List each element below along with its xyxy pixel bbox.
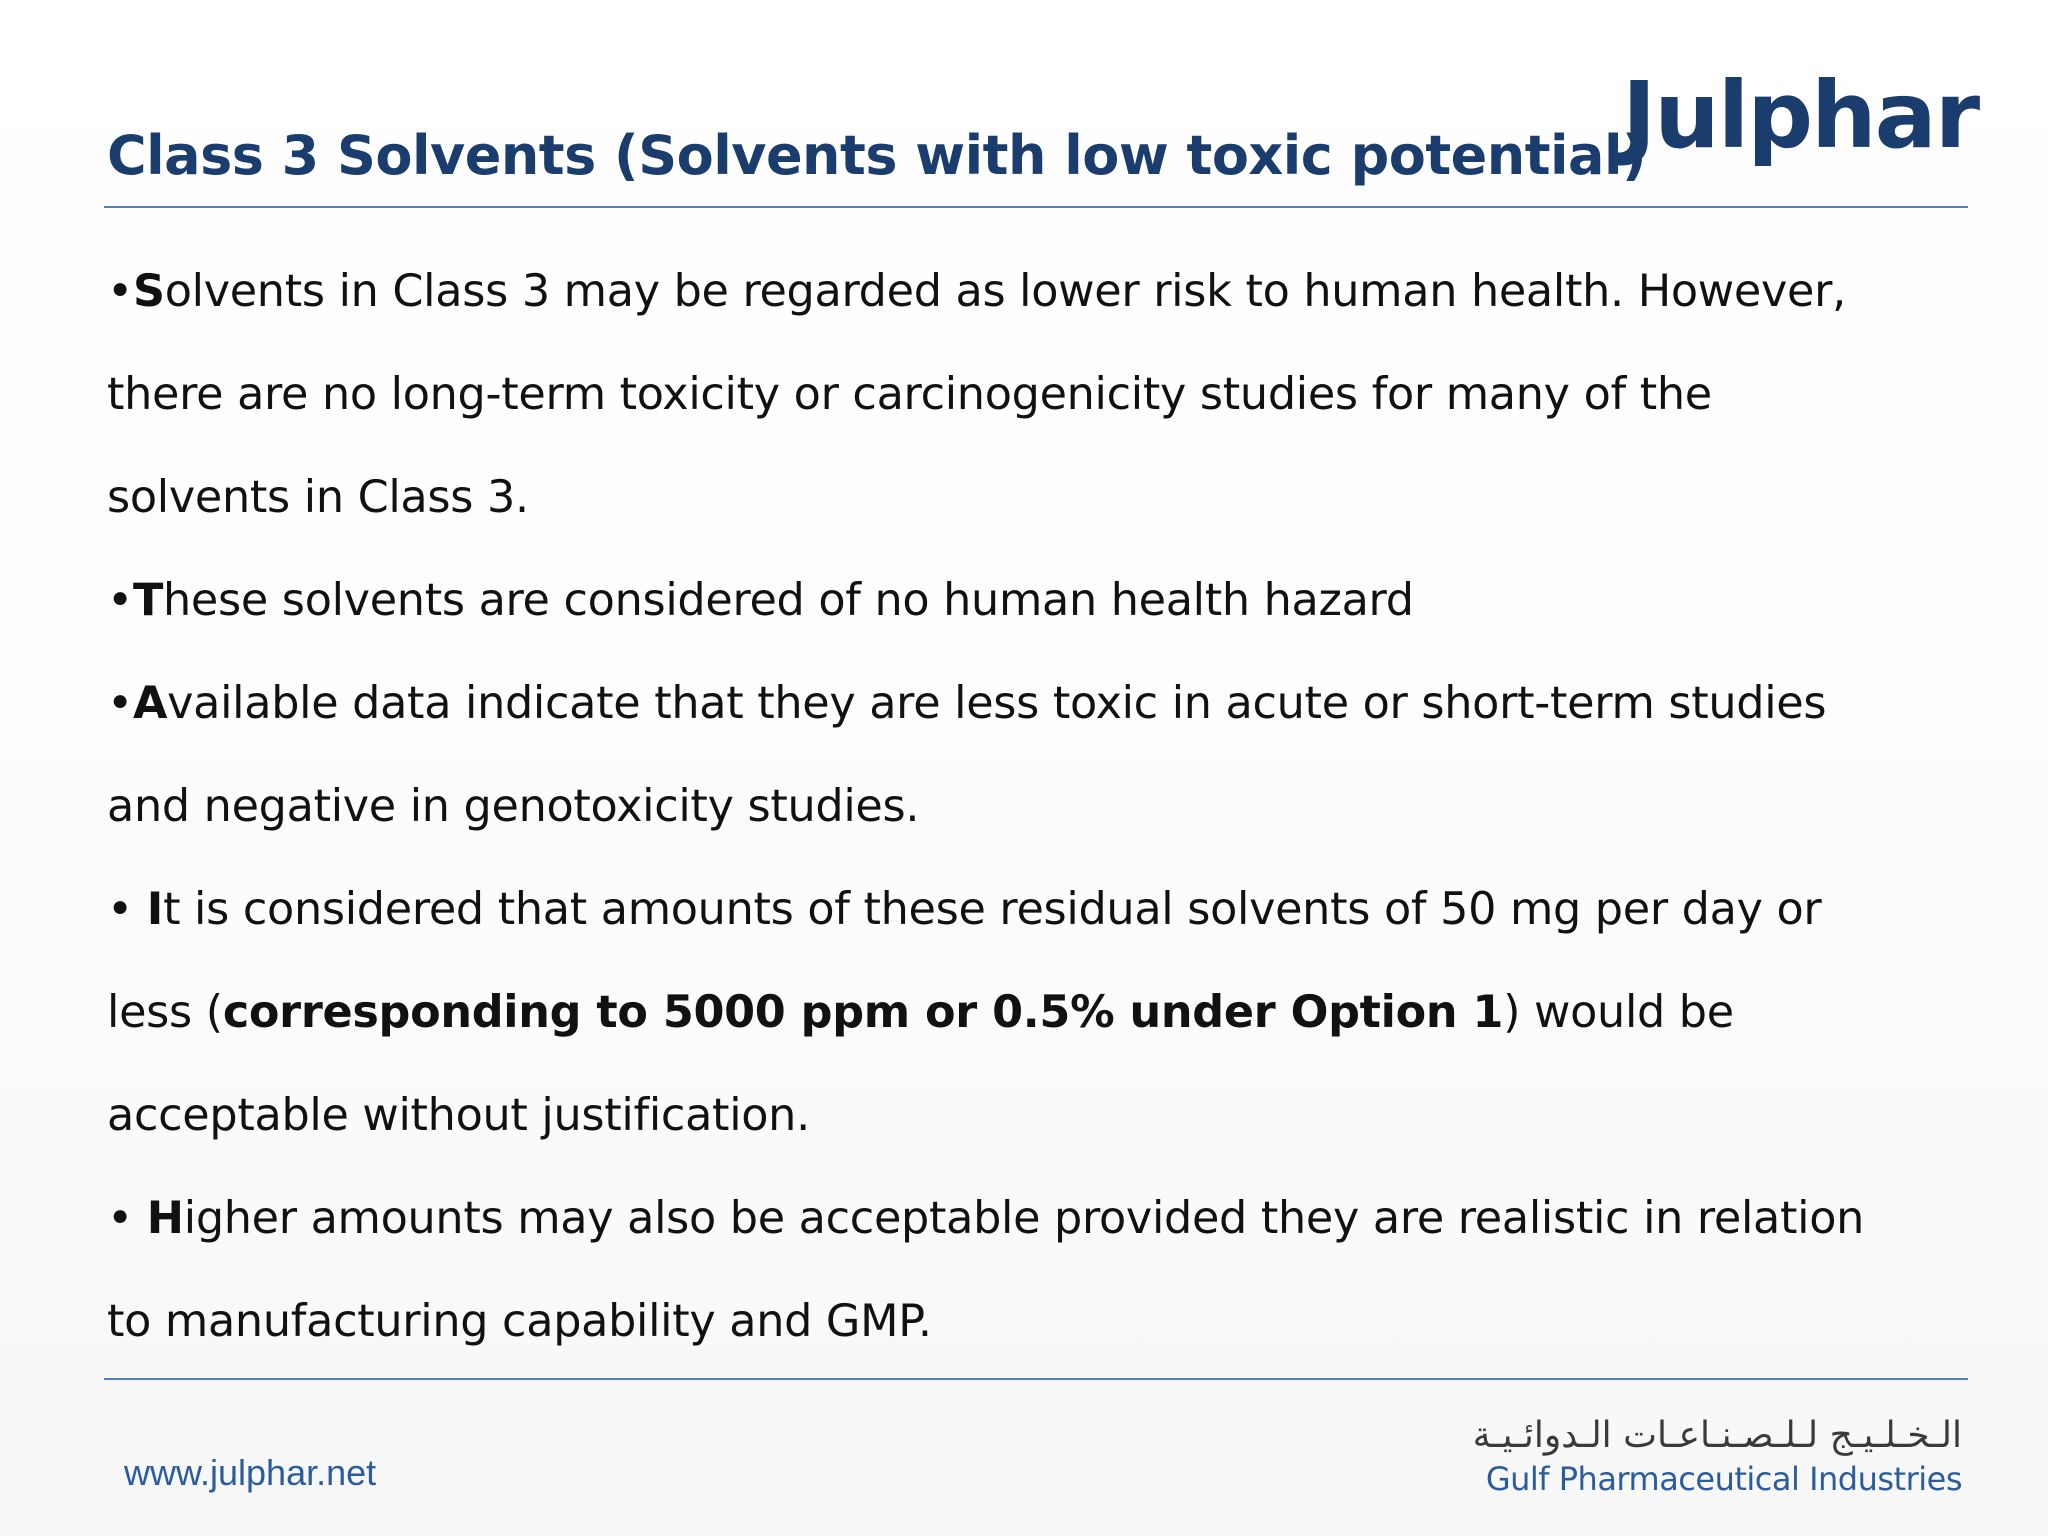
website-link[interactable]: www.julphar.net xyxy=(124,1452,377,1493)
bullet-initial: A xyxy=(132,678,168,729)
title-divider xyxy=(104,206,1968,208)
slide-title: Class 3 Solvents (Solvents with low toxic potential) xyxy=(107,124,1647,187)
bullet-3-line-1 xyxy=(107,664,1967,767)
bullet-text: olvents in Class 3 may be regarded as lower risk to human health. However, xyxy=(164,266,1846,317)
bullet-5-line-1 xyxy=(107,1179,1967,1282)
bullet-1-line-2: there are no long-term toxicity or carcinogenicity studies for many of the xyxy=(107,369,1712,420)
bullet-text: t is considered that amounts of these residual solvents of 50 mg per day or xyxy=(163,884,1822,935)
company-name-english: Gulf Pharmaceutical Industries xyxy=(1485,1460,1962,1498)
bullet-5-line-2: to manufacturing capability and GMP. xyxy=(107,1296,932,1347)
bullet-text: less ( xyxy=(107,987,223,1038)
bullet-initial: T xyxy=(132,575,164,626)
bullet-marker: • xyxy=(107,678,133,729)
bullet-text: hese solvents are considered of no human health hazard xyxy=(163,575,1414,626)
bullet-marker: • xyxy=(107,575,133,626)
julphar-logo: Julphar xyxy=(1622,62,1979,169)
bullet-text: igher amounts may also be acceptable provided they are realistic in relation xyxy=(183,1193,1865,1244)
company-name-arabic: الـخـلـيـج لـلـصـنـاعـات الـدوائـيـة xyxy=(1472,1415,1962,1456)
bullet-1-line-1 xyxy=(107,252,1967,355)
bullet-initial: I xyxy=(146,884,164,935)
bullet-initial: H xyxy=(146,1193,184,1244)
bullet-3-line-2: and negative in genotoxicity studies. xyxy=(107,781,920,832)
bullet-2-line-1 xyxy=(107,561,1967,664)
bullet-4-line-1 xyxy=(107,870,1967,973)
footer-divider xyxy=(104,1378,1968,1380)
bullet-initial: S xyxy=(132,266,165,317)
bullet-bold-phrase: corresponding to 5000 ppm or 0.5% under Option 1 xyxy=(222,987,1504,1038)
bullet-marker: • xyxy=(107,1193,147,1244)
bullet-4-line-2 xyxy=(107,973,1967,1076)
bullet-1-line-3: solvents in Class 3. xyxy=(107,472,529,523)
bullet-text: ) would be xyxy=(1503,987,1734,1038)
bullet-marker: • xyxy=(107,266,133,317)
bullet-text: vailable data indicate that they are less toxic in acute or short-term studies xyxy=(167,678,1827,729)
bullet-list xyxy=(107,252,1967,1385)
bullet-4-line-3: acceptable without justification. xyxy=(107,1090,810,1141)
bullet-marker: • xyxy=(107,884,147,935)
